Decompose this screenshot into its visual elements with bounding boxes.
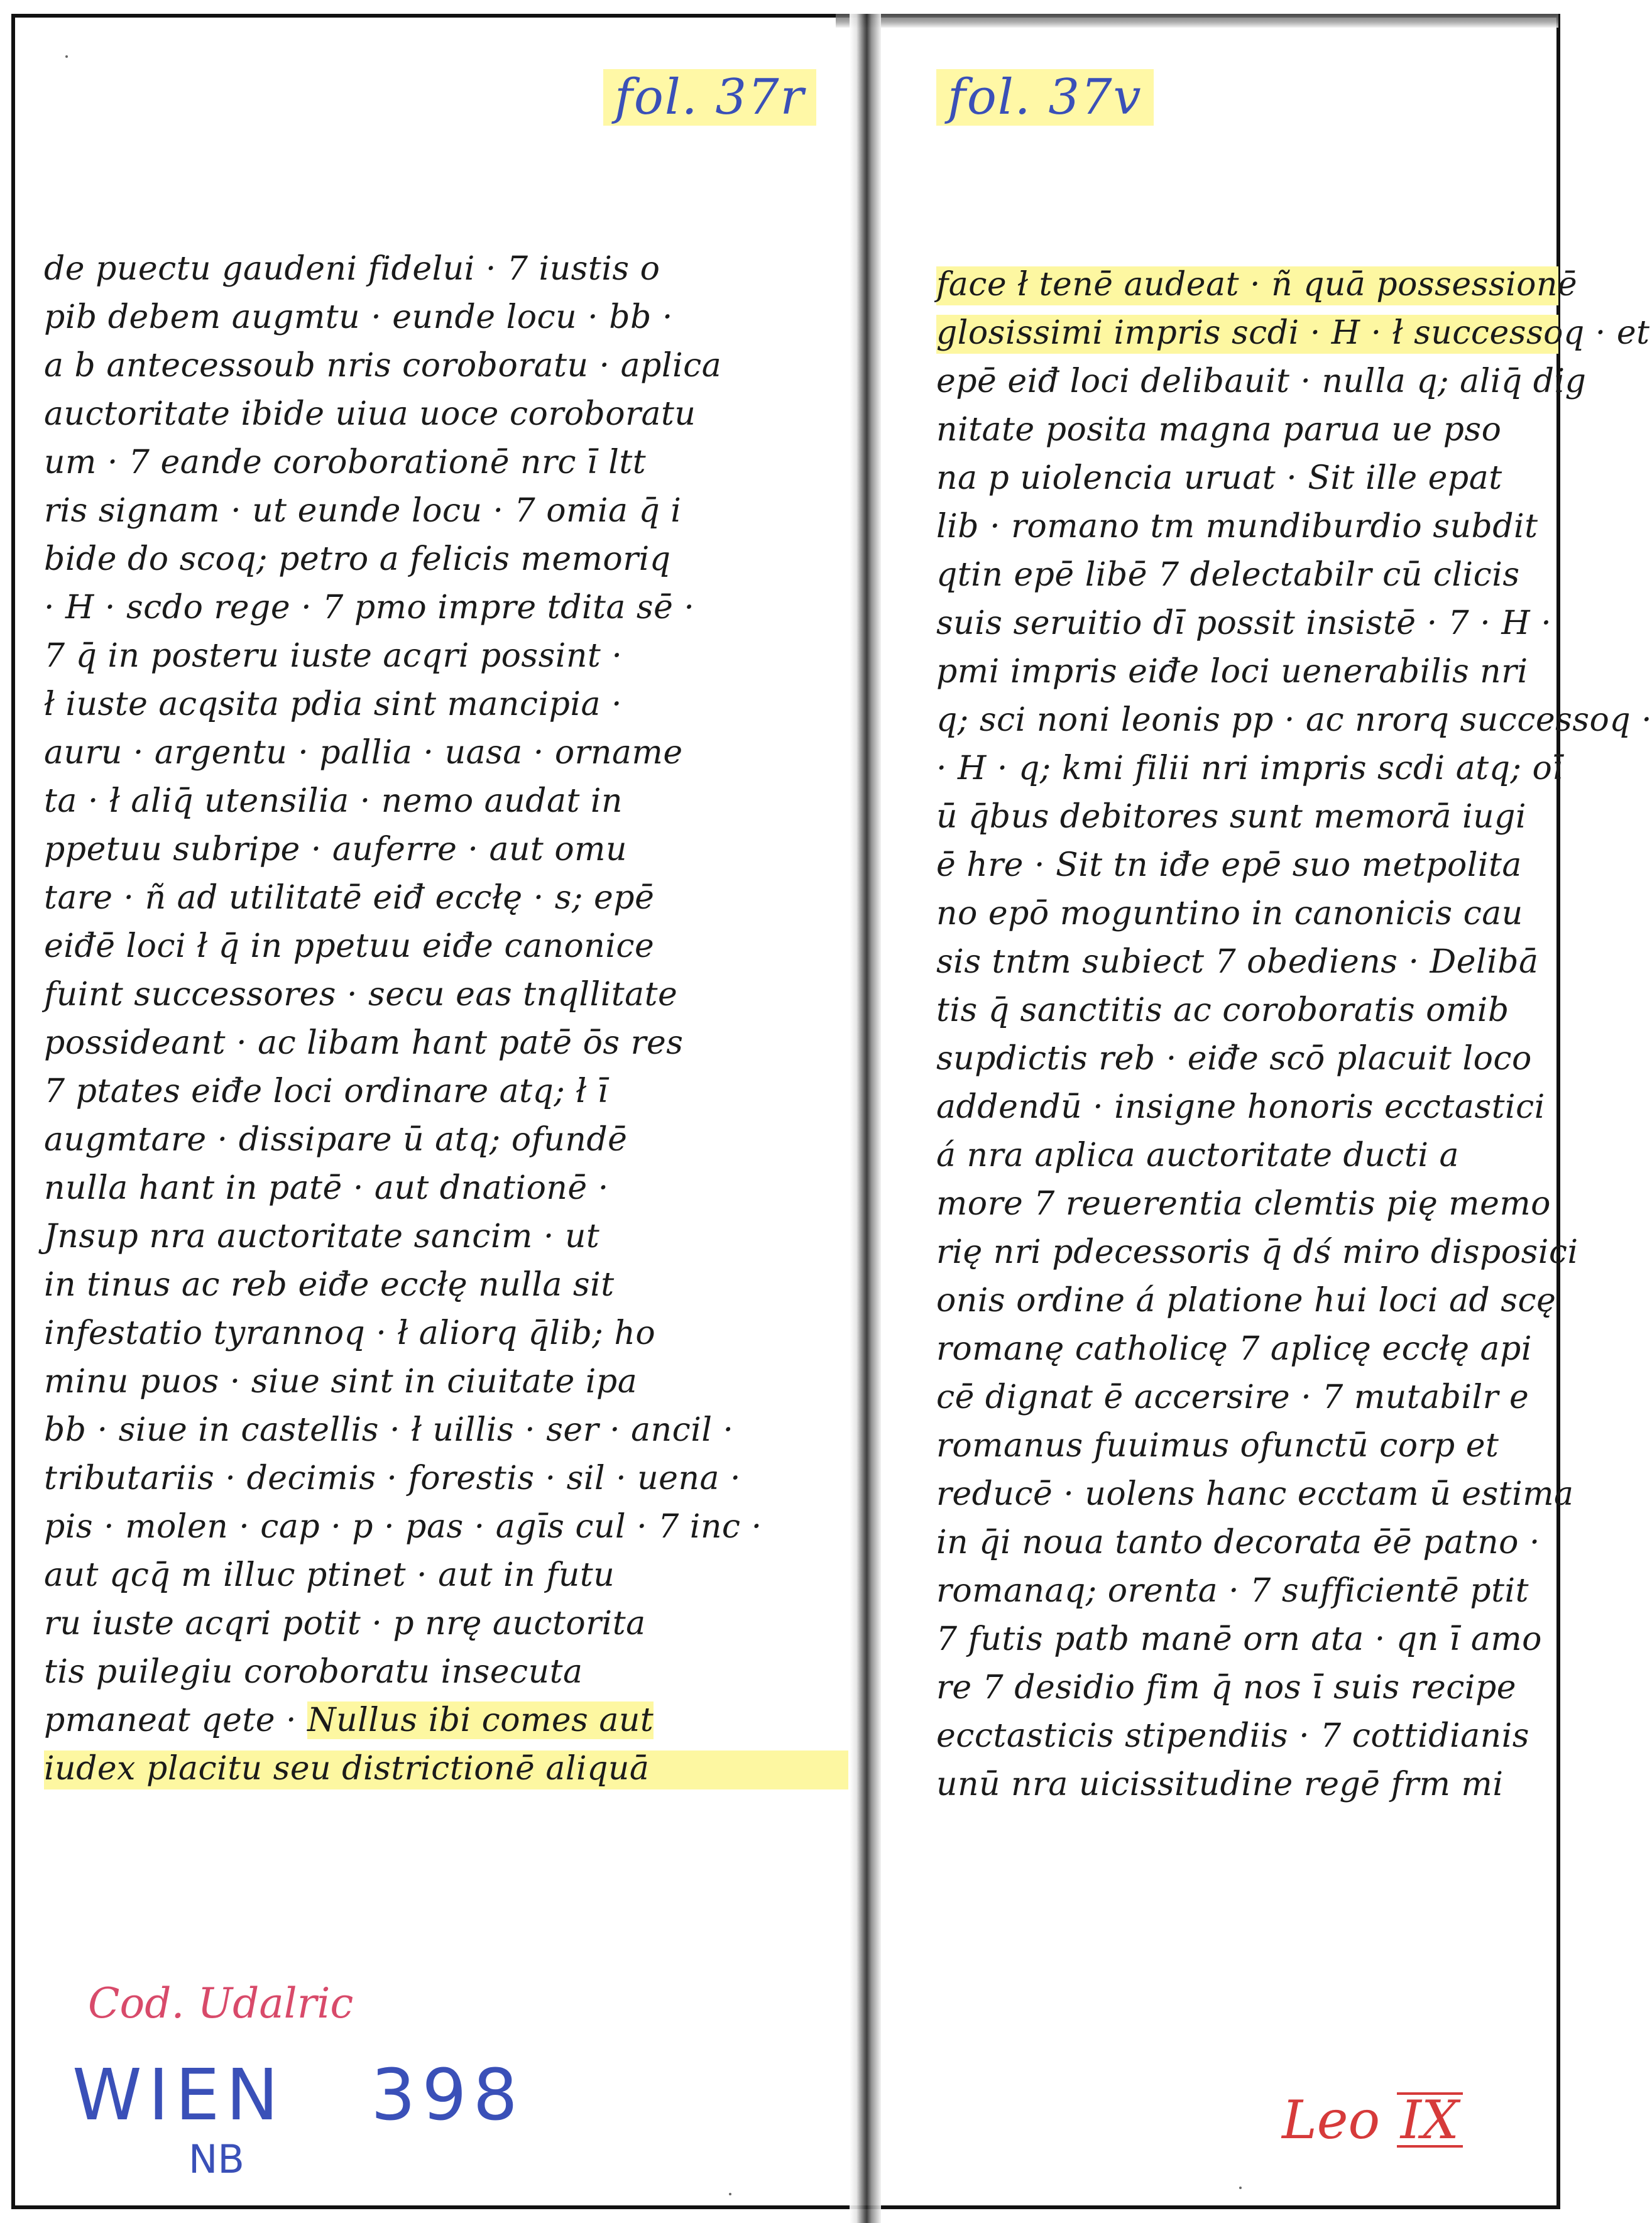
manuscript-line: um · 7 eande coroborationē nrc ī ltt bbox=[44, 444, 647, 481]
manuscript-line: na p uiolencia uruat · Sit ille epat bbox=[936, 459, 1502, 497]
manuscript-line: lib · romano tm mundiburdio subdit bbox=[936, 508, 1538, 545]
manuscript-line: nitate posita magna parua ue pso bbox=[936, 411, 1502, 449]
pope-name: Leo bbox=[1282, 2089, 1381, 2151]
manuscript-line: augmtare · dissipare ū atq; ofundē bbox=[44, 1121, 628, 1159]
manuscript-line: romanus fuuimus ofunctū corp et bbox=[936, 1427, 1499, 1465]
manuscript-line: a b antecessoub nris coroboratu · aplica bbox=[44, 347, 722, 385]
library-note bbox=[72, 2055, 524, 2136]
manuscript-line: ris signam · ut eunde locu · 7 omia q̄ i bbox=[44, 492, 682, 530]
pope-number: IX bbox=[1397, 2092, 1463, 2148]
manuscript-line: infestatio tyrannoq · ł aliorq q̄lib; ho bbox=[44, 1314, 656, 1352]
manuscript-line: aut qcq̄ m illuc ptinet · aut in futu bbox=[44, 1556, 615, 1594]
manuscript-line: ru iuste acqri potit · p nrę auctorita bbox=[44, 1605, 646, 1642]
manuscript-line: in q̄i noua tanto decorata ēē patno · bbox=[936, 1524, 1540, 1561]
manuscript-line: sis tntm subiect 7 obediens · Delibā bbox=[936, 943, 1539, 981]
manuscript-line: pib debem augmtu · eunde locu · bb · bbox=[44, 298, 673, 336]
manuscript-line: pis · molen · cap · p · pas · agīs cul · 7 inc · bbox=[44, 1508, 762, 1546]
manuscript-line: re 7 desidio fim q̄ nos ī suis recipe bbox=[936, 1669, 1517, 1707]
manuscript-line: ū q̄bus debitores sunt memorā iugi bbox=[936, 798, 1527, 836]
manuscript-line: no epō moguntino in canonicis cau bbox=[936, 895, 1523, 932]
folio-right-text: fol. 37v bbox=[936, 69, 1154, 126]
manuscript-line: 7 q̄ in posteru iuste acqri possint · bbox=[44, 637, 623, 675]
manuscript-line: á nra aplica auctoritate ducti a bbox=[936, 1137, 1459, 1174]
manuscript-line: rię nri pdecessoris q̄ dś miro disposici bbox=[936, 1233, 1578, 1271]
folio-label-right bbox=[936, 69, 1154, 126]
library-abbr-note: NB bbox=[189, 2136, 244, 2182]
folio-left-text: fol. 37r bbox=[603, 69, 816, 126]
manuscript-line: tare · ñ ad utilitatē eiđ eccłę · s; epē bbox=[44, 879, 655, 917]
manuscript-line: romanaq; orenta · 7 sufficientē ptit bbox=[936, 1572, 1529, 1610]
manuscript-line: addendū · insigne honoris ecctastici bbox=[936, 1088, 1545, 1126]
scan-speck bbox=[729, 2193, 731, 2195]
manuscript-line: de puectu gaudeni fidelui · 7 iustis o bbox=[44, 250, 660, 288]
manuscript-line: nulla hant in patē · aut dnationē · bbox=[44, 1169, 609, 1207]
codex-note: Cod. Udalric bbox=[88, 1979, 354, 2028]
book-gutter bbox=[850, 14, 881, 2223]
scan-speck bbox=[1239, 2187, 1242, 2189]
manuscript-line: bb · siue in castellis · ł uillis · ser · ancil · bbox=[44, 1411, 734, 1449]
manuscript-line: cē dignat ē accersire · 7 mutabilr e bbox=[936, 1379, 1529, 1416]
manuscript-line: iudex placitu seu districtionē aliquā bbox=[44, 1745, 848, 1793]
manuscript-line: romanę catholicę 7 aplicę eccłę api bbox=[936, 1330, 1532, 1368]
manuscript-line: ē hre · Sit tn iđe epē suo metpolita bbox=[936, 846, 1522, 884]
manuscript-line: qtin epē libē 7 delectabilr cū clicis bbox=[936, 556, 1520, 594]
manuscript-line: auru · argentu · pallia · uasa · orname bbox=[44, 734, 683, 772]
manuscript-line: tributariis · decimis · forestis · sil · uena · bbox=[44, 1460, 741, 1497]
manuscript-line: ppetuu subripe · auferre · aut omu bbox=[44, 831, 627, 868]
manuscript-line: possideant · ac libam hant patē ōs res bbox=[44, 1024, 684, 1062]
manuscript-line: tis puilegiu coroboratu insecuta bbox=[44, 1653, 583, 1691]
manuscript-line: minu puos · siue sint in ciuitate ipa bbox=[44, 1363, 638, 1401]
manuscript-line: ta · ł aliq̄ utensilia · nemo audat in bbox=[44, 782, 623, 820]
manuscript-line: onis ordine á platione hui loci ad scę bbox=[936, 1282, 1556, 1319]
manuscript-line: unū nra uicissitudine regē frm mi bbox=[936, 1766, 1504, 1803]
manuscript-line: Jnsup nra auctoritate sancim · ut bbox=[44, 1218, 600, 1255]
manuscript-line: · H · q; kmi filii nri impris scdi atq; oī bbox=[936, 750, 1563, 787]
manuscript-line: more 7 reuerentia clemtis pię memo bbox=[936, 1185, 1551, 1223]
manuscript-line: · H · scdo rege · 7 pmo impre tdita sē · bbox=[44, 589, 695, 626]
manuscript-line: glosissimi impris scdi · H · ł successoq · et bbox=[936, 309, 1558, 358]
manuscript-line: suis seruitio dī possit insistē · 7 · H · bbox=[936, 604, 1552, 642]
shelfmark: 398 bbox=[371, 2055, 524, 2136]
manuscript-line: fuint successores · secu eas tnqllitate bbox=[44, 976, 678, 1013]
manuscript-line: pmi impris eiđe loci uenerabilis nri bbox=[936, 653, 1528, 691]
manuscript-line: 7 futis patb manē orn ata · qn ī amo bbox=[936, 1620, 1542, 1658]
manuscript-line: reducē · uolens hanc ecctam ū estima bbox=[936, 1475, 1574, 1513]
scan-top-shadow bbox=[836, 14, 1558, 28]
manuscript-line: pmaneat qete · Nullus ibi comes aut bbox=[44, 1701, 654, 1739]
scan-speck bbox=[65, 55, 68, 58]
manuscript-line: 7 ptates eiđe loci ordinare atq; ł ī bbox=[44, 1073, 608, 1110]
manuscript-line: tis q̄ sanctitis ac coroboratis omib bbox=[936, 991, 1509, 1029]
manuscript-line: bide do scoq; petro a felicis memoriq bbox=[44, 540, 671, 578]
left-page-text bbox=[44, 245, 848, 1793]
pope-note bbox=[1282, 2089, 1463, 2151]
library-city: WIEN bbox=[72, 2055, 285, 2136]
manuscript-line: epē eiđ loci delibauit · nulla q; aliq̄ dig bbox=[936, 363, 1587, 400]
manuscript-line: ecctasticis stipendiis · 7 cottidianis bbox=[936, 1717, 1529, 1755]
folio-label-left bbox=[603, 69, 816, 126]
manuscript-line: supdictis reb · eiđe scō placuit loco bbox=[936, 1040, 1532, 1078]
manuscript-line: in tinus ac reb eiđe eccłę nulla sit bbox=[44, 1266, 615, 1304]
manuscript-line: auctoritate ibide uiua uoce coroboratu bbox=[44, 395, 696, 433]
manuscript-line: face ł tenē audeat · ñ quā possessionē bbox=[936, 261, 1558, 309]
manuscript-line: ł iuste acqsita pdia sint mancipia · bbox=[44, 685, 623, 723]
right-page-text bbox=[936, 261, 1652, 1809]
manuscript-line: eiđē loci ł q̄ in ppetuu eiđe canonice bbox=[44, 927, 655, 965]
manuscript-line: q; sci noni leonis pp · ac nrorq successoq · bbox=[936, 701, 1652, 739]
